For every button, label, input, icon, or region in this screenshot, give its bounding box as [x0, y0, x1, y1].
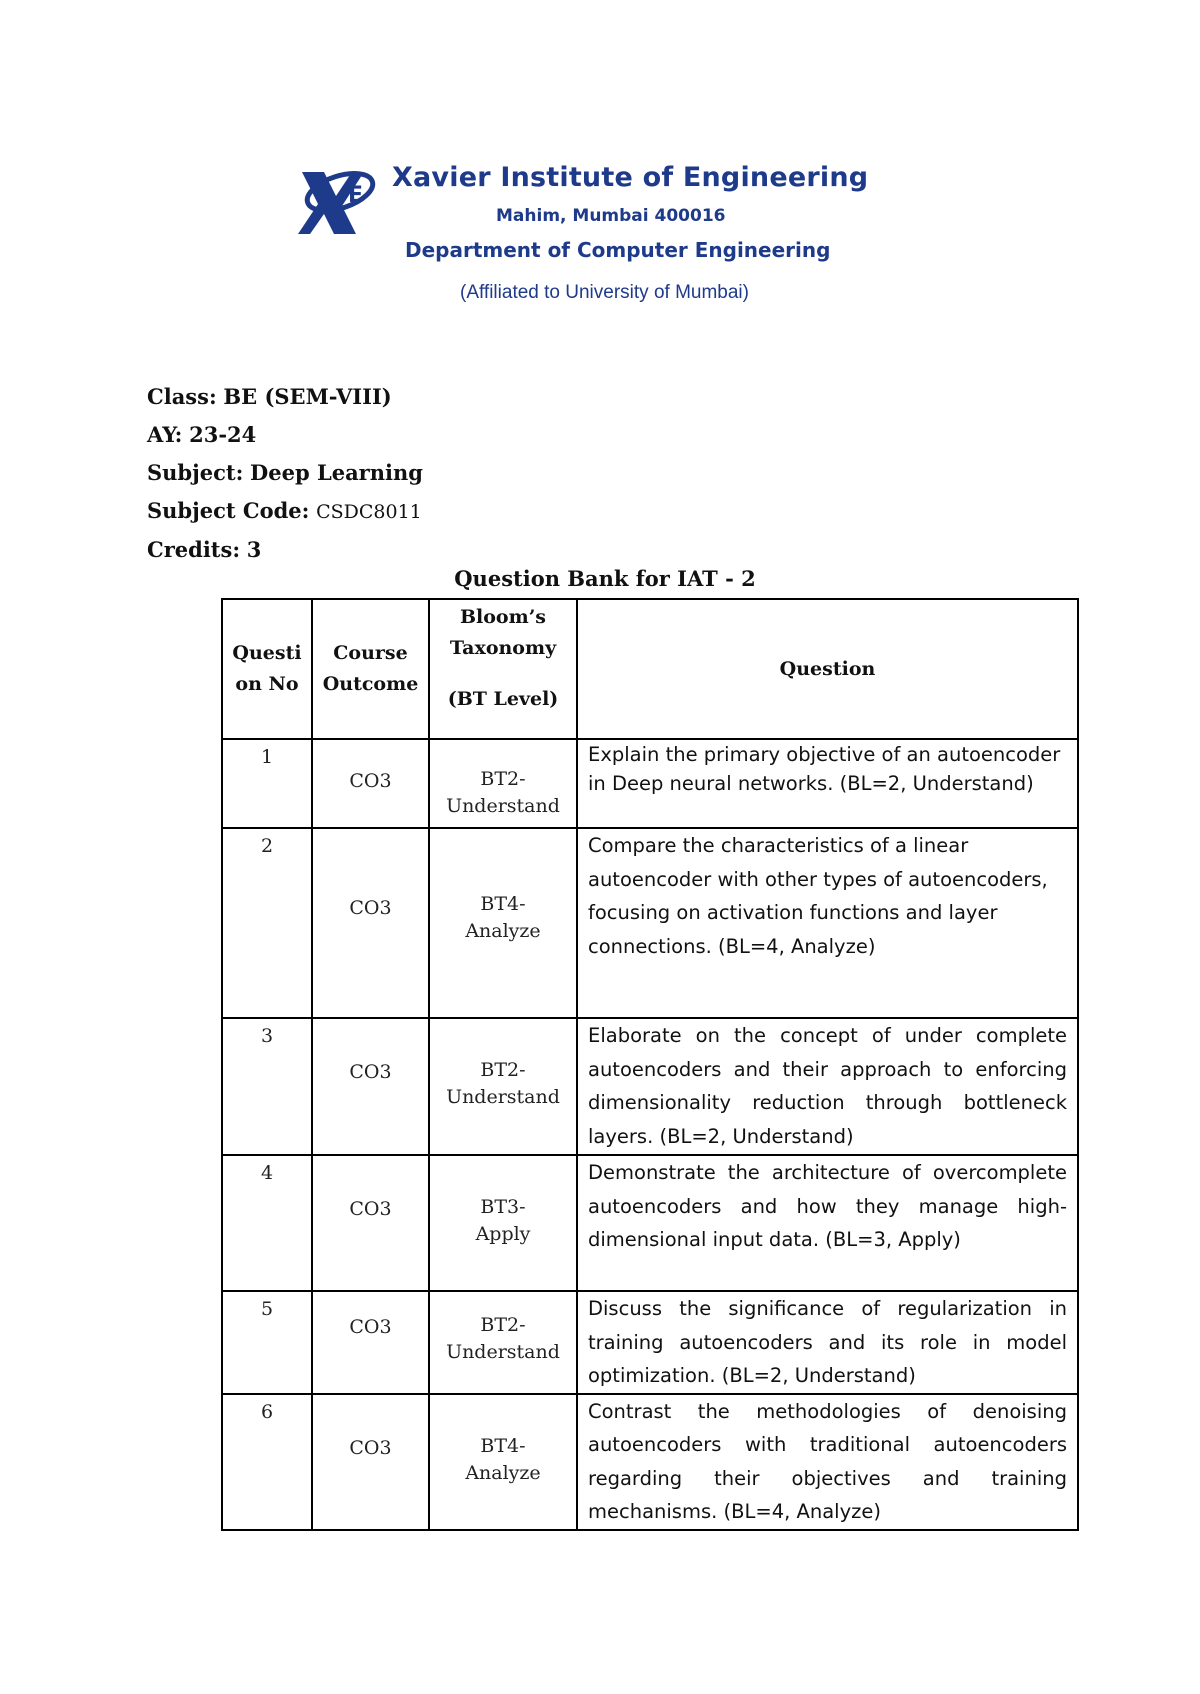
table-row [222, 1394, 1078, 1530]
table-row [222, 1155, 1078, 1291]
header-bt-line2: Taxonomy [449, 637, 557, 659]
ay-row [147, 416, 423, 454]
bt-level [429, 1394, 577, 1530]
header-question: Question [577, 599, 1078, 739]
header-blooms-taxonomy [429, 599, 577, 739]
question-text: Contrast the methodologies of denoising autoencoders with traditional autoencoders regarding their objectives and training mechanisms. (BL=4, Analyze) [577, 1394, 1078, 1530]
bt-code: BT4- [480, 893, 526, 915]
class-value: BE (SEM-VIII) [223, 384, 392, 409]
table-row [222, 739, 1078, 828]
bt-name: Analyze [465, 1461, 541, 1484]
bt-code: BT3- [480, 1196, 526, 1218]
course-outcome: CO3 [312, 1291, 429, 1394]
ay-value: 23-24 [189, 422, 257, 447]
header-qno-line1: Questi [232, 642, 302, 664]
institute-name: Xavier Institute of Engineering [392, 162, 869, 193]
institute-address: Mahim, Mumbai 400016 [496, 206, 726, 226]
question-number: 5 [222, 1291, 312, 1394]
table-row [222, 1018, 1078, 1155]
bt-name: Apply [475, 1223, 531, 1245]
table-row [222, 1291, 1078, 1394]
bt-name: Analyze [465, 920, 541, 942]
institute-header [290, 150, 869, 320]
question-number: 6 [222, 1394, 312, 1530]
course-outcome: CO3 [312, 739, 429, 828]
header-question-no [222, 599, 312, 739]
question-bank-table [221, 598, 1079, 1531]
subject-label: Subject: [147, 460, 244, 485]
question-text: Compare the characteristics of a linear autoencoder with other types of autoencoders, focusing on activation functions and layer connections. (BL=4, Analyze) [577, 828, 1078, 1018]
subject-value: Deep Learning [250, 460, 423, 485]
bt-name: Understand [446, 1086, 560, 1108]
header-bt-line1: Bloom’s [459, 606, 547, 628]
question-text: Demonstrate the architecture of overcomplete autoencoders and how they manage high-dimensional input data. (BL=3, Apply) [577, 1155, 1078, 1291]
credits-row [147, 531, 423, 569]
subject-code-value: CSDC8011 [316, 501, 422, 523]
subject-code-label: Subject Code: [147, 498, 310, 523]
subject-code-row [147, 492, 423, 531]
course-outcome: CO3 [312, 1155, 429, 1291]
bt-name: Understand [446, 1341, 560, 1363]
class-label: Class: [147, 384, 217, 409]
department-name: Department of Computer Engineering [405, 238, 831, 262]
question-number: 1 [222, 739, 312, 828]
table-header-row [222, 599, 1078, 739]
header-co-line1: Course [333, 642, 408, 664]
table-row [222, 828, 1078, 1018]
question-text: Elaborate on the concept of under complete autoencoders and their approach to enforcing dimensionality reduction through bottleneck layers. (BL=2, Understand) [577, 1018, 1078, 1155]
course-outcome: CO3 [312, 828, 429, 1018]
ay-label: AY: [147, 422, 183, 447]
course-outcome: CO3 [312, 1394, 429, 1530]
bt-code: BT2- [480, 768, 526, 790]
question-number: 2 [222, 828, 312, 1018]
bt-code: BT4- [480, 1434, 526, 1457]
bt-level [429, 739, 577, 828]
header-bt-line3: (BT Level) [447, 688, 559, 710]
question-text: Explain the primary objective of an autoencoder in Deep neural networks. (BL=2, Understand) [577, 739, 1078, 828]
bt-name: Understand [446, 795, 560, 817]
question-number: 3 [222, 1018, 312, 1155]
affiliation: (Affiliated to University of Mumbai) [460, 282, 749, 303]
question-number: 4 [222, 1155, 312, 1291]
course-outcome: CO3 [312, 1018, 429, 1155]
header-qno-line2: on No [235, 673, 299, 695]
credits-label: Credits: [147, 537, 241, 562]
header-course-outcome [312, 599, 429, 739]
xie-logo-icon [294, 162, 380, 242]
bt-level [429, 1155, 577, 1291]
question-text: Discuss the significance of regularization in training autoencoders and its role in model optimization. (BL=2, Understand) [577, 1291, 1078, 1394]
class-row [147, 378, 423, 416]
svg-text:E: E [348, 183, 364, 208]
bt-level [429, 1018, 577, 1155]
course-details [147, 378, 423, 569]
subject-row [147, 454, 423, 492]
bt-code: BT2- [480, 1314, 526, 1336]
credits-value: 3 [246, 537, 262, 562]
bt-code: BT2- [480, 1059, 526, 1081]
bt-level [429, 1291, 577, 1394]
page-title: Question Bank for IAT - 2 [454, 566, 756, 591]
bt-level [429, 828, 577, 1018]
header-co-line2: Outcome [322, 673, 419, 695]
